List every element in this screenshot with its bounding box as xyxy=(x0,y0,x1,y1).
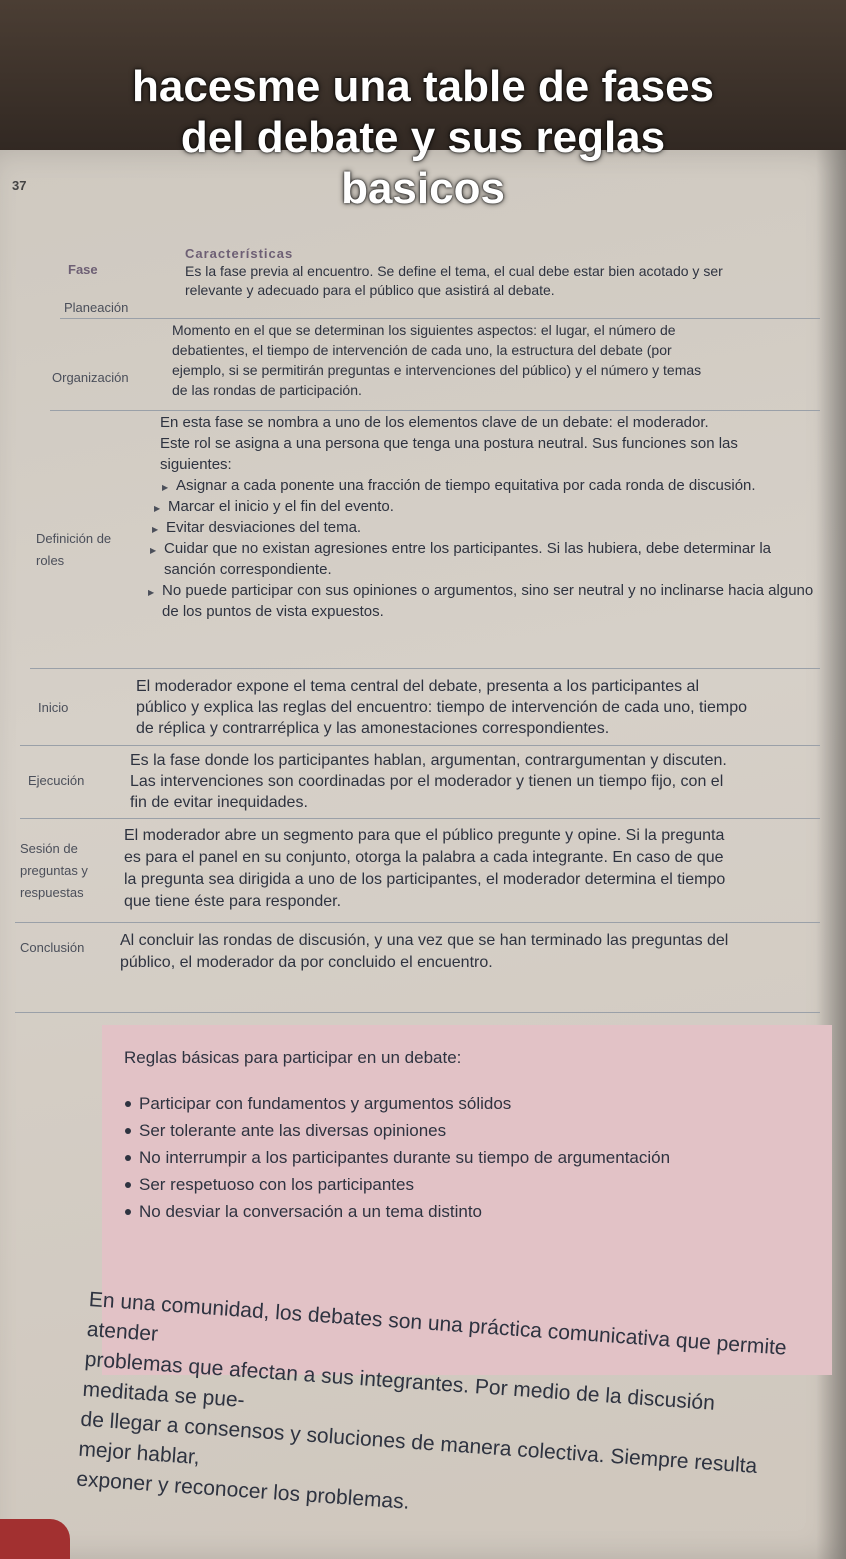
text-line: fin de evitar inequidades. xyxy=(130,794,308,811)
text-line: la pregunta sea dirigida a uno de los participantes, el moderador determina el tiempo xyxy=(124,871,726,888)
overlay-caption-line1: hacesme una table de fases xyxy=(131,62,715,111)
table-divider xyxy=(50,410,820,411)
text-line: Momento en el que se determinan los siguientes aspectos: el lugar, el número de xyxy=(172,322,676,338)
text-line: Es la fase previa al encuentro. Se define el tema, el cual debe estar bien acotado y ser xyxy=(185,263,723,279)
phase-definicion-roles: Definición de roles xyxy=(36,531,112,568)
text-line: Es la fase donde los participantes hablan, argumentan, contrargumentan y discuten. xyxy=(130,752,727,769)
text-line: de réplica y contrarréplica y las amonestaciones correspondientes. xyxy=(136,720,610,737)
text-line: Al concluir las rondas de discusión, y una vez que se han terminado las preguntas del xyxy=(120,932,729,949)
rules-list xyxy=(125,1090,805,1225)
text-line: Las intervenciones son coordinadas por el moderador y tienen un tiempo fijo, con el xyxy=(130,773,724,790)
table-header-fase: Fase xyxy=(68,262,98,277)
rule-item: Ser tolerante ante las diversas opiniones xyxy=(125,1117,805,1144)
phase-inicio: Inicio xyxy=(38,700,69,715)
text-line: de las rondas de participación. xyxy=(172,382,362,398)
text-line: debatientes, el tiempo de intervención de cada uno, la estructura del debate (por xyxy=(172,342,672,358)
text-line: es para el panel en su conjunto, otorga la palabra a cada integrante. En caso de que xyxy=(124,849,724,866)
row-inicio-description xyxy=(136,676,826,739)
table-divider xyxy=(20,745,820,746)
moderator-function-item: ▶ Asignar a cada ponente una fracción de tiempo equitativa por cada ronda de discusión. xyxy=(162,475,815,496)
row-definicion-roles-description xyxy=(160,412,815,622)
text-line: El moderador abre un segmento para que el público pregunte y opine. Si la pregunta xyxy=(124,827,725,844)
phase-organizacion: Organización xyxy=(52,370,129,385)
row-conclusion-description xyxy=(120,930,820,974)
row-organizacion-description xyxy=(172,320,822,400)
text-line: que tiene éste para responder. xyxy=(124,893,342,910)
red-object-corner xyxy=(0,1519,70,1559)
table-divider xyxy=(15,922,820,923)
table-divider xyxy=(20,818,820,819)
rules-title: Reglas básicas para participar en un debate: xyxy=(124,1048,462,1067)
moderator-function-item: ▶ Evitar desviaciones del tema. xyxy=(152,517,815,538)
text-line: siguientes: xyxy=(160,456,232,473)
moderator-function-item: ▶ Marcar el inicio y el fin del evento. xyxy=(154,496,815,517)
text-line: relevante y adecuado para el público que asistirá al debate. xyxy=(185,282,555,298)
row-planeacion-description xyxy=(185,262,825,300)
text-line: El moderador expone el tema central del debate, presenta a los participantes al xyxy=(136,678,700,695)
row-sesion-preguntas-description xyxy=(124,825,822,913)
text-line: ejemplo, si se permitirán preguntas e intervenciones del público) y el número y temas xyxy=(172,362,702,378)
moderator-function-item: ▶ Cuidar que no existan agresiones entre los participantes. Si las hubiera, debe determinar la sanción correspondiente. xyxy=(150,538,815,580)
text-line: Este rol se asigna a una persona que tenga una postura neutral. Sus funciones son las xyxy=(160,435,738,452)
text-line: problemas que afectan a sus integrantes. Por medio de la discusión meditada se pue- xyxy=(81,1347,716,1415)
table-divider xyxy=(15,1012,820,1013)
phase-planeacion: Planeación xyxy=(64,300,129,315)
table-divider xyxy=(30,668,820,669)
row-ejecucion-description xyxy=(130,750,820,813)
overlay-caption-line2: del debate y sus reglas xyxy=(180,113,666,162)
phase-ejecucion: Ejecución xyxy=(28,773,85,788)
rule-item: Ser respetuoso con los participantes xyxy=(125,1171,805,1198)
overlay-caption-line3: basicos xyxy=(341,164,505,213)
text-line: En esta fase se nombra a uno de los elementos clave de un debate: el moderador. xyxy=(160,414,709,431)
page-number: 37 xyxy=(12,178,27,193)
text-line: exponer y reconocer los problemas. xyxy=(75,1467,411,1514)
rule-item: Participar con fundamentos y argumentos sólidos xyxy=(125,1090,805,1117)
text-line: En una comunidad, los debates son una práctica comunicativa que permite atender xyxy=(86,1287,788,1360)
text-line: público y explica las reglas del encuentro: tiempo de intervención de cada uno, tiempo xyxy=(136,699,748,716)
moderator-function-item: ▶ No puede participar con sus opiniones o argumentos, sino ser neutral y no inclinarse hacia alguno de los puntos de vista expuestos. xyxy=(148,580,815,622)
rule-item: No desviar la conversación a un tema distinto xyxy=(125,1198,805,1225)
table-header-caracteristicas: Características xyxy=(185,246,294,261)
text-line: de llegar a consensos y soluciones de manera colectiva. Siempre resulta mejor hablar, xyxy=(77,1407,758,1478)
phase-sesion-preguntas: Sesión de preguntas y respuestas xyxy=(20,841,88,900)
table-divider xyxy=(60,318,820,319)
text-line: público, el moderador da por concluido el encuentro. xyxy=(120,954,493,971)
rule-item: No interrumpir a los participantes durante su tiempo de argumentación xyxy=(125,1144,805,1171)
phase-conclusion: Conclusión xyxy=(20,940,85,955)
